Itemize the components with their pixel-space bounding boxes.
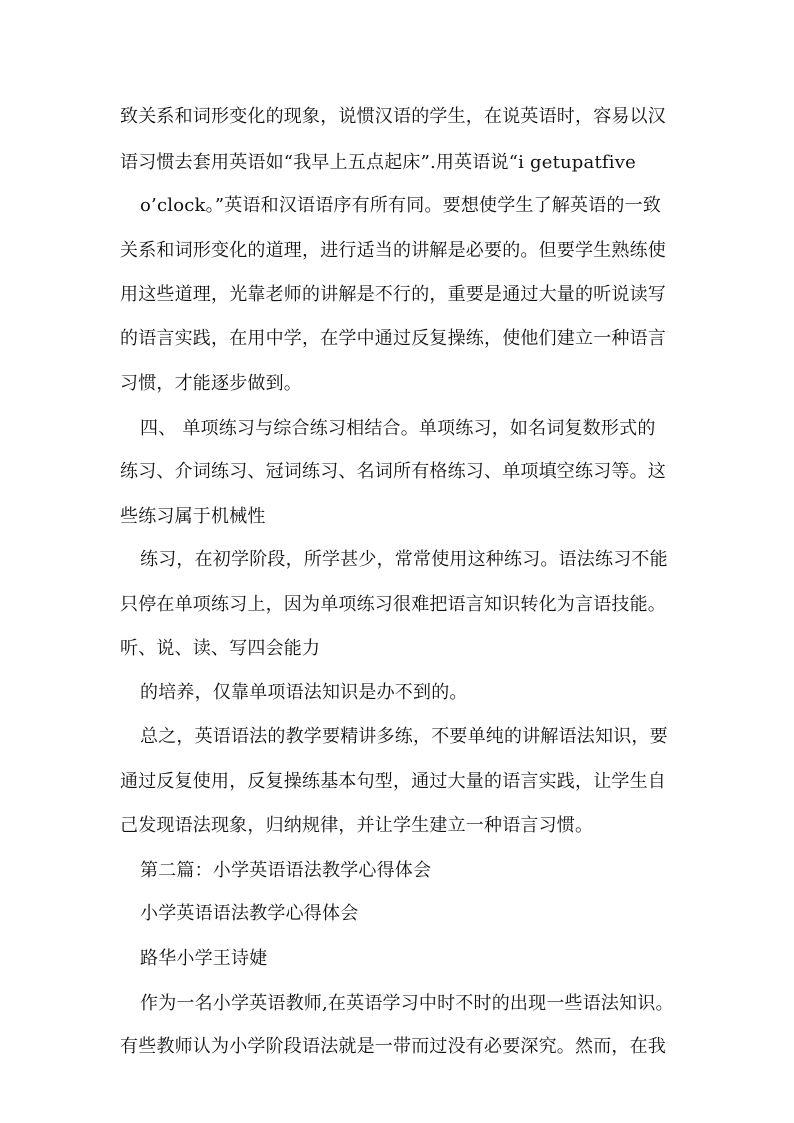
text-line: 练习、介词练习、冠词练习、名词所有格练习、单项填空练习等。这 xyxy=(120,461,666,482)
text-line: 的培养，仅靠单项语法知识是办不到的。 xyxy=(140,682,468,703)
text-line: 有些教师认为小学阶段语法就是一带而过没有必要深究。然而，在我 xyxy=(120,1036,666,1057)
section-heading: 四、 单项练习与综合练习相结合。单项练习，如名词复数形式的 xyxy=(140,418,656,439)
chapter-heading: 第二篇：小学英语语法教学心得体会 xyxy=(140,860,432,881)
text-line: o’clock。”英语和汉语语序有所有同。要想使学生了解英语的一致 xyxy=(140,195,662,216)
text-line: 通过反复使用，反复操练基本句型，通过大量的语言实践，让学生自 xyxy=(120,771,666,792)
text-line: 用这些道理，光靠老师的讲解是不行的，重要是通过大量的听说读写 xyxy=(120,284,666,305)
text-line: 听、说、读、写四会能力 xyxy=(120,638,321,659)
text-line: 习惯，才能逐步做到。 xyxy=(120,373,302,394)
text-line: 关系和词形变化的道理，进行适当的讲解是必要的。但要学生熟练使 xyxy=(120,240,666,261)
article-title: 小学英语语法教学心得体会 xyxy=(140,903,359,924)
author-line: 路华小学王诗婕 xyxy=(140,948,268,969)
text-line: 作为一名小学英语教师,在英语学习中时不时的出现一些语法知识。 xyxy=(140,993,674,1014)
text-line: 些练习属于机械性 xyxy=(120,506,266,527)
text-line: 总之，英语语法的教学要精讲多练，不要单纯的讲解语法知识，要 xyxy=(140,726,668,747)
text-line: 语习惯去套用英语如“我早上五点起床”.用英语说“i getupatfive xyxy=(120,152,636,173)
text-line: 练习，在初学阶段，所学甚少，常常使用这种练习。语法练习不能 xyxy=(140,549,668,570)
text-line: 致关系和词形变化的现象，说惯汉语的学生，在说英语时，容易以汉 xyxy=(120,106,666,127)
text-line: 己发现语法现象，归纳规律，并让学生建立一种语言习惯。 xyxy=(120,815,594,836)
text-line: 的语言实践，在用中学，在学中通过反复操练，使他们建立一种语言 xyxy=(120,328,666,349)
text-line: 只停在单项练习上，因为单项练习很难把语言知识转化为言语技能。 xyxy=(120,594,666,615)
